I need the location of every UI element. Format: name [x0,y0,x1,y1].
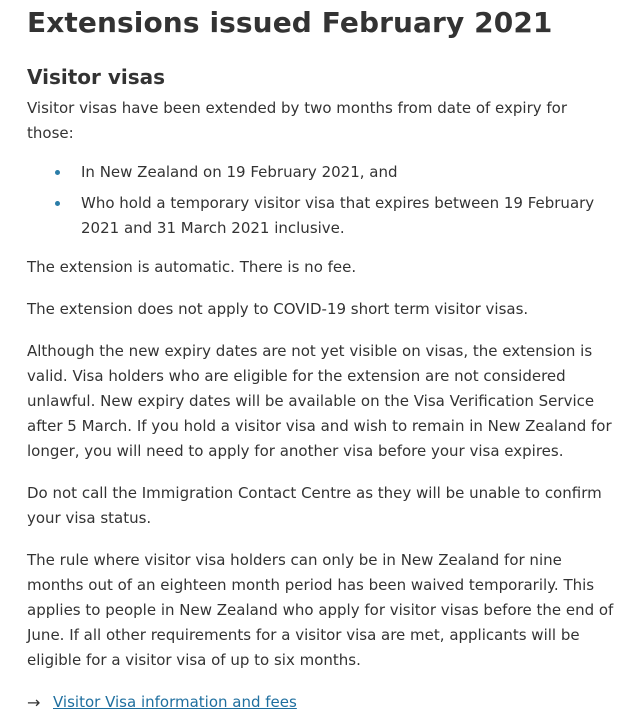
bullet-dot-icon [55,170,60,175]
paragraph-nine-months: The rule where visitor visa holders can only be in New Zealand for nine months out of an eighteen month period has been waived temporarily. This applies to people in New Zealand who apply for visitor visas before the end of June. If all other requirements for a visitor visa are met, applicants will be eligible for a visitor visa of up to six months. [27,551,614,669]
list-item-text: Who hold a temporary visitor visa that expires between 19 February 2021 and 31 March 2021 inclusive. [81,194,595,237]
list-item [27,191,615,241]
bullet-list [27,160,615,241]
arrow-right-icon: → [27,693,41,712]
section-heading: Visitor visas [27,65,166,89]
visitor-visa-info-link[interactable]: Visitor Visa information and fees [53,693,297,711]
paragraph-expiry: Although the new expiry dates are not yet visible on visas, the extension is valid. Visa holders who are eligible for the extension are not considered unlawful. New expiry dates will be available on the Visa Verification Service after 5 March. If you hold a visitor visa and wish to remain in New Zealand for longer, you will need to apply for another visa before your visa expires. [27,342,612,460]
list-item [27,160,615,185]
intro-paragraph: Visitor visas have been extended by two months from date of expiry for those: [27,99,568,142]
paragraph-automatic: The extension is automatic. There is no fee. [27,258,357,276]
list-item-text: In New Zealand on 19 February 2021, and [81,163,398,181]
paragraph-covid: The extension does not apply to COVID-19 short term visitor visas. [27,300,529,318]
paragraph-contact: Do not call the Immigration Contact Centre as they will be unable to confirm your visa status. [27,484,602,527]
bullet-dot-icon [55,201,60,206]
page-title: Extensions issued February 2021 [27,6,553,39]
visitor-visa-link-row [27,690,615,715]
